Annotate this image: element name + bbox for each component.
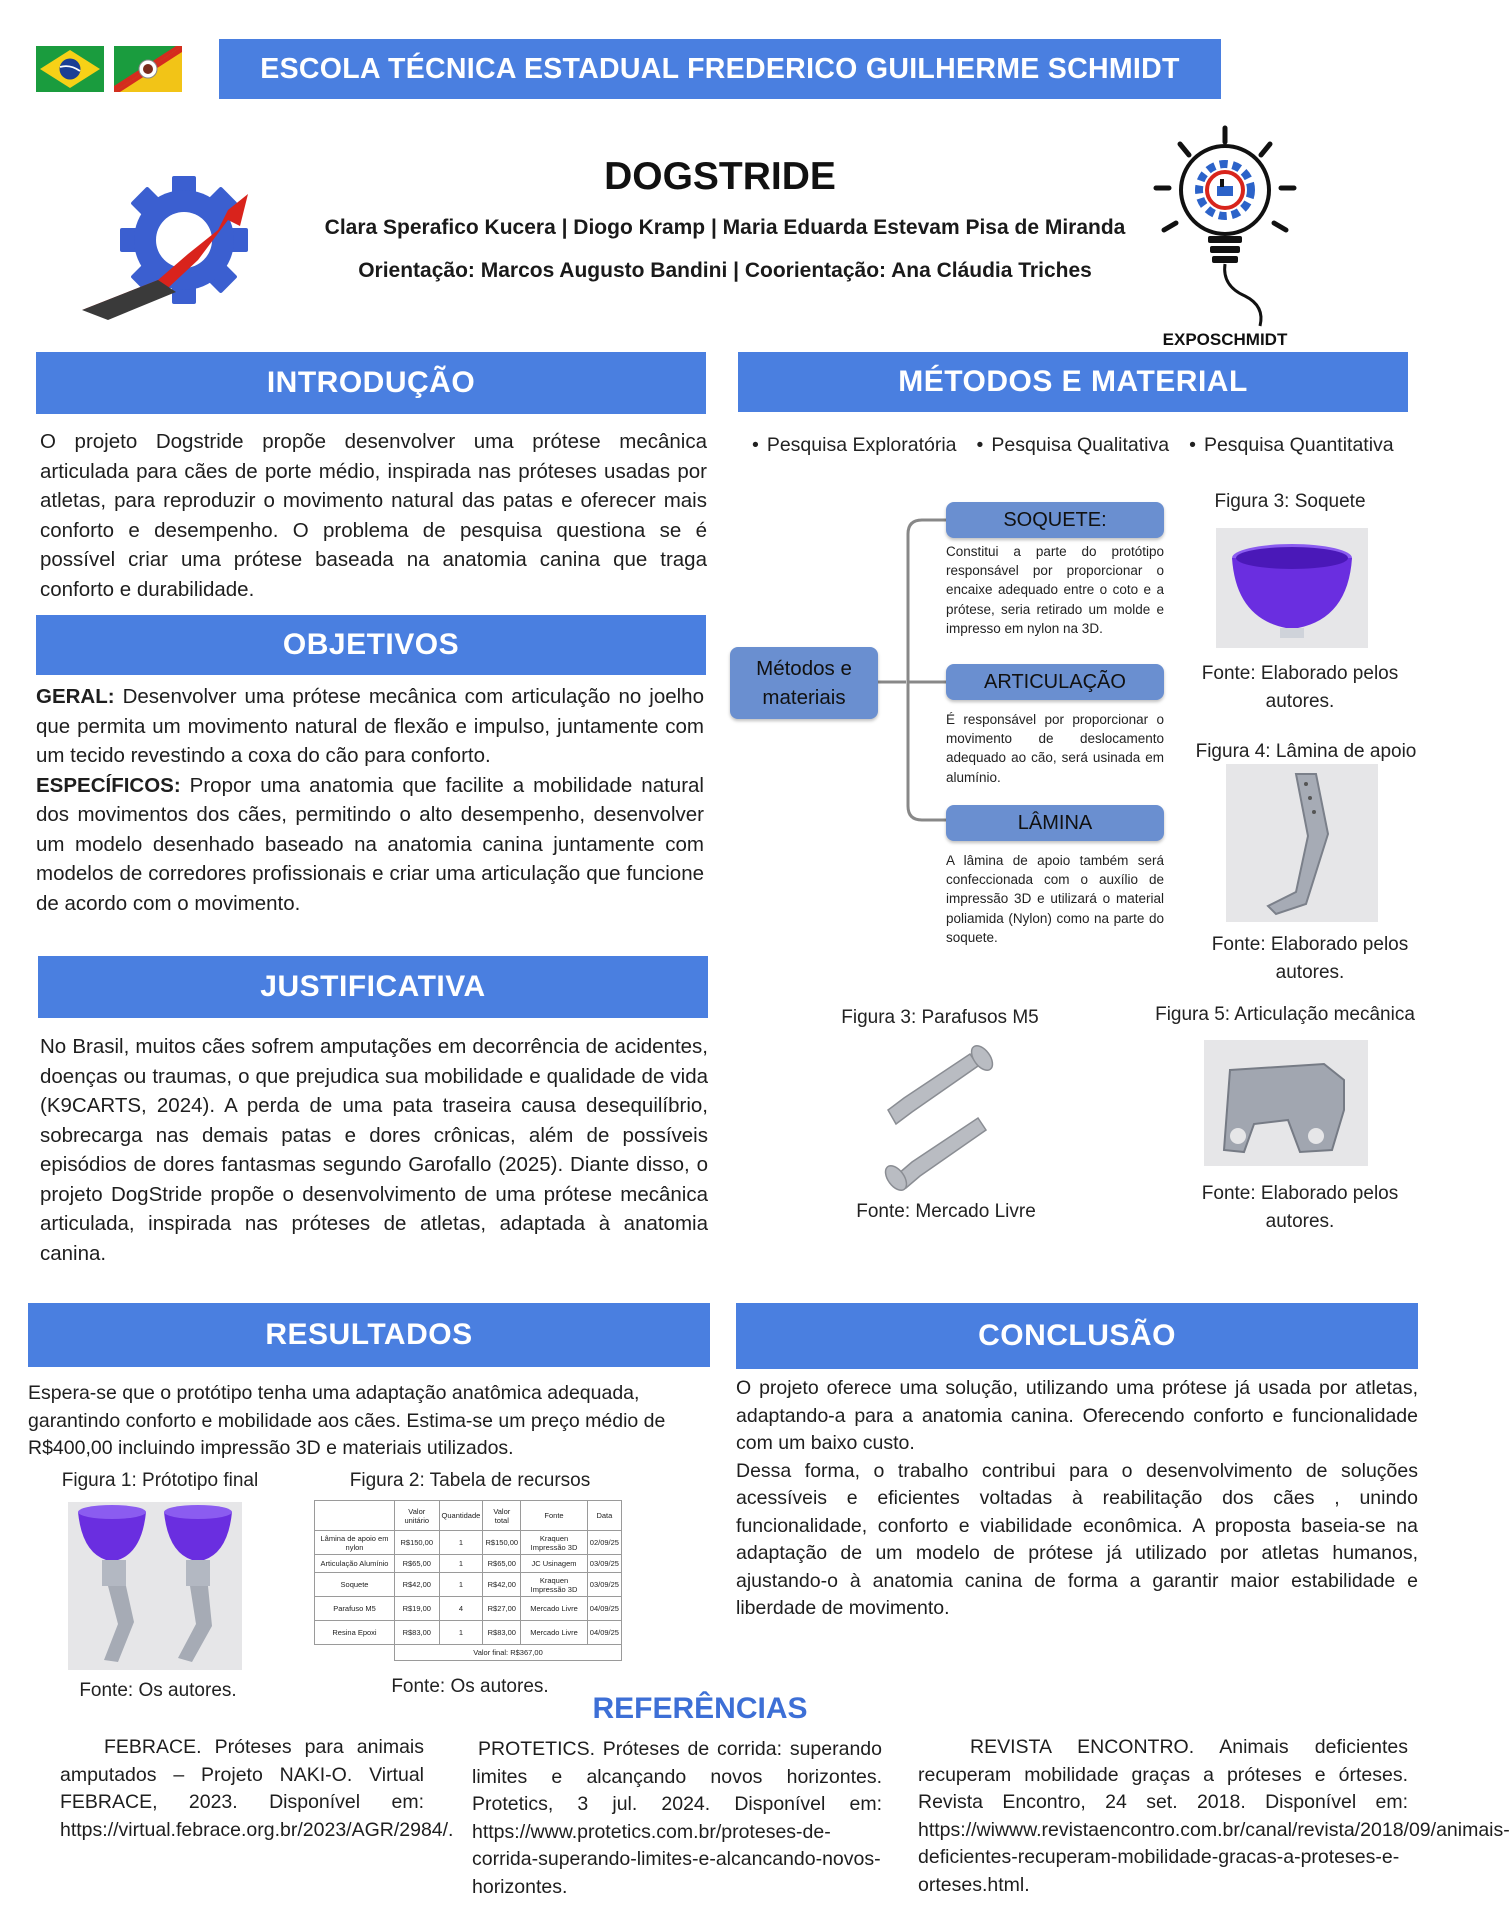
especificos-label: ESPECÍFICOS: [36, 773, 181, 797]
introducao-title: INTRODUÇÃO [266, 366, 476, 399]
table-header: Valor unitário [395, 1501, 440, 1531]
geral-label: GERAL: [36, 685, 115, 708]
table-row [315, 1531, 622, 1555]
node-articulacao [946, 664, 1164, 700]
table-cell: Mercado Livre [521, 1597, 588, 1621]
conclusao-paragraph-2: Dessa forma, o trabalho contribui para o desenvolvimento de soluções acessíveis e eficientes voltadas à reabilitação dos cães , unindo funcionalidade, conforto e viabilidade econômica. A proposta baseia-se na adaptação de um modelo de prótese já utilizado por atletas humanos, ajustando-o à anatomia canina de forma a garantir maior estabilidade e liberdade de movimento. [736, 1459, 1418, 1619]
authors-line: Clara Sperafico Kucera | Diogo Kramp | Maria Eduarda Estevam Pisa de Miranda [324, 216, 1126, 239]
mindmap-connector-lines [878, 510, 948, 830]
table-header: Fonte [521, 1501, 588, 1531]
fig-articulacao-source: Fonte: Elaborado pelos autores. [1201, 1183, 1399, 1232]
justificativa-title: JUSTIFICATIVA [260, 970, 486, 1003]
conclusao-paragraph-1: O projeto oferece uma solução, utilizando uma prótese já usada por atletas, adaptando-a para a anatomia canina. Oferecendo conforto e funcionalidade com um baixo custo. [736, 1377, 1418, 1454]
table-cell: Resina Epoxi [315, 1621, 395, 1645]
lightbulb-gear-icon [1150, 126, 1300, 326]
node-soquete [946, 502, 1164, 538]
table-cell: 04/09/25 [587, 1597, 621, 1621]
table-header: Data [587, 1501, 621, 1531]
fig-lamina-caption: Figura 4: Lâmina de apoio [1195, 741, 1417, 762]
table-row [315, 1597, 622, 1621]
brazil-flag [36, 46, 104, 92]
table-cell: 04/09/25 [587, 1621, 621, 1645]
fig-articulacao-image [1204, 1040, 1368, 1166]
project-title: DOGSTRIDE [604, 155, 836, 198]
metodos-title: MÉTODOS E MATERIAL [898, 365, 1248, 398]
table-cell: 1 [439, 1621, 483, 1645]
fig-parafusos-image [874, 1042, 1006, 1190]
fig-parafusos-caption: Figura 3: Parafusos M5 [841, 1007, 1039, 1028]
table-total: Valor final: R$367,00 [395, 1645, 622, 1661]
fig2-source: Fonte: Os autores. [391, 1676, 549, 1697]
mindmap-root [730, 647, 878, 719]
objetivos-title: OBJETIVOS [282, 628, 460, 661]
reference-item: FEBRACE. Próteses para animais amputados – Projeto NAKI-O. Virtual FEBRACE, 2023. Disponível em: https://virtual.febrace.org.br/2023/AGR/2984/. [60, 1736, 454, 1841]
fig-soquete-source: Fonte: Elaborado pelos autores. [1201, 663, 1399, 712]
node-soquete-title: SOQUETE: [1003, 508, 1107, 531]
table-cell: Articulação Alumínio [315, 1555, 395, 1573]
justificativa-text: No Brasil, muitos cães sofrem amputações em decorrência de acidentes, doenças ou traumas, o que prejudica sua mobilidade e qualidade de vida (K9CARTS, 2024). A perda de uma pata traseira causa desequilíbrio, sobrecarga nas demais patas e dores crônicas, além de possíveis episódios de dores fantasmas segundo Garofallo (2025). Diante disso, o projeto DogStride propõe o desenvolvimento de uma prótese mecânica articulada, inspirada nas próteses de atletas, adaptada à anatomia canina. [40, 1035, 708, 1265]
table-cell: 1 [439, 1531, 483, 1555]
node-lamina [946, 805, 1164, 841]
table-cell: 1 [439, 1573, 483, 1597]
table-cell: 1 [439, 1555, 483, 1573]
especificos-text: Propor uma anatomia que facilite a mobilidade natural dos movimentos dos cães, permitindo o alto desempenho, desenvolver um modelo desenhado baseado na anatomia canina juntamente com modelos de corredores profissionais e criar uma articulação que funcione de acordo com o movimento. [36, 773, 704, 915]
node-articulacao-text: É responsável por proporcionar o movimento de deslocamento adequado ao cão, será usinada em alumínio. [946, 712, 1164, 785]
introducao-header [36, 352, 706, 414]
rio-grande-do-sul-flag [114, 46, 182, 92]
fig-lamina-source: Fonte: Elaborado pelos autores. [1211, 934, 1409, 983]
objetivos-header [36, 615, 706, 675]
table-cell: R$27,00 [483, 1597, 521, 1621]
node-articulacao-title: ARTICULAÇÃO [984, 670, 1126, 693]
table-cell: R$42,00 [483, 1573, 521, 1597]
resources-table [314, 1500, 622, 1661]
objetivos-text [36, 682, 704, 918]
fig-articulacao-caption: Figura 5: Articulação mecânica [1155, 1004, 1415, 1025]
fig-parafusos-source: Fonte: Mercado Livre [856, 1201, 1036, 1222]
table-cell: Parafuso M5 [315, 1597, 395, 1621]
table-total-row [315, 1645, 622, 1661]
reference-item: REVISTA ENCONTRO. Animais deficientes recuperam mobilidade graças a próteses e órteses. Revista Encontro, 24 set. 2018. Disponível em: https://wiwww.revistaencontro.com.br/canal/revista/2018/09/animais-deficientes-recuperam-mobilidade-gracas-a-proteses-e-orteses.html. [918, 1736, 1510, 1896]
conclusao-header [736, 1303, 1418, 1369]
geral-text: Desenvolver uma prótese mecânica com articulação no joelho que permita um movimento natural de flexão e impulso, juntamente com um tecido revestindo a coxa do cão para conforto. [36, 685, 704, 767]
resultados-title: RESULTADOS [265, 1318, 473, 1351]
fig1-image [68, 1502, 242, 1670]
table-cell: R$42,00 [395, 1573, 440, 1597]
metodos-header [738, 352, 1408, 412]
conclusao-text [736, 1375, 1418, 1623]
objetivos-especificos [36, 771, 704, 919]
table-cell: R$19,00 [395, 1597, 440, 1621]
resultados-text: Espera-se que o protótipo tenha uma adaptação anatômica adequada, garantindo conforto e mobilidade aos cães. Estima-se um preço médio de R$400,00 incluindo impressão 3D e materiais utilizados. [28, 1382, 666, 1459]
fig1-caption: Figura 1: Prótotipo final [61, 1470, 259, 1491]
node-lamina-text: A lâmina de apoio também será confeccionada com o auxílio de impressão 3D e utilizará o material poliamida (Nylon) como na parte do soquete. [946, 853, 1164, 945]
table-cell: R$150,00 [395, 1531, 440, 1555]
table-cell: R$83,00 [395, 1621, 440, 1645]
table-cell: 02/09/25 [587, 1531, 621, 1555]
advisors-line: Orientação: Marcos Augusto Bandini | Coorientação: Ana Cláudia Triches [358, 259, 1092, 282]
table-row [315, 1573, 622, 1597]
table-cell: Soquete [315, 1573, 395, 1597]
fig-soquete-image [1216, 528, 1368, 648]
table-row [315, 1555, 622, 1573]
objetivos-geral [36, 682, 704, 771]
bullet-quantitativa: • Pesquisa Quantitativa [1189, 434, 1394, 457]
table-cell: R$65,00 [483, 1555, 521, 1573]
justificativa-header [38, 956, 708, 1018]
school-banner [219, 39, 1221, 99]
school-name: ESCOLA TÉCNICA ESTADUAL FREDERICO GUILHERME SCHMIDT [260, 52, 1180, 85]
gear-logo-icon [78, 170, 278, 320]
event-logo-label: EXPOSCHMIDT [1162, 330, 1288, 349]
table-cell: 4 [439, 1597, 483, 1621]
fig1-source: Fonte: Os autores. [79, 1680, 237, 1701]
conclusao-title: CONCLUSÃO [978, 1319, 1176, 1352]
table-cell: Mercado Livre [521, 1621, 588, 1645]
table-cell: JC Usinagem [521, 1555, 588, 1573]
referencias-title: REFERÊNCIAS [592, 1692, 808, 1725]
table-row [315, 1621, 622, 1645]
table-header-row [315, 1501, 622, 1531]
bullet-qualitativa: • Pesquisa Qualitativa [977, 434, 1170, 457]
table-total-spacer [315, 1645, 395, 1661]
metodos-bullets [752, 434, 1422, 457]
reference-item: PROTETICS. Próteses de corrida: superando limites e alcançando novos horizontes. Protetics, 3 jul. 2024. Disponível em: https://www.protetics.com.br/proteses-de-corrida-superando-limites-e-alcancando-novos-horizontes. [472, 1738, 882, 1898]
fig2-table-container [314, 1500, 622, 1661]
table-cell: 03/09/25 [587, 1555, 621, 1573]
node-lamina-title: LÂMINA [1017, 811, 1093, 834]
table-cell: Kraquen Impressão 3D [521, 1531, 588, 1555]
table-cell: R$83,00 [483, 1621, 521, 1645]
table-header: Valor total [483, 1501, 521, 1531]
node-soquete-text: Constitui a parte do protótipo responsável por proporcionar o encaixe adequado entre o coto e a prótese, seria retirado um molde e impresso em nylon na 3D. [946, 544, 1164, 636]
table-cell: R$65,00 [395, 1555, 440, 1573]
introducao-text: O projeto Dogstride propõe desenvolver uma prótese mecânica articulada para cães de porte médio, inspirada nas próteses usadas por atletas, para reproduzir o movimento natural das patas e oferecer mais conforto e desempenho. O problema de pesquisa questiona se é possível criar uma prótese baseada na anatomia canina que traga conforto e durabilidade. [40, 430, 707, 601]
table-cell: Lâmina de apoio em nylon [315, 1531, 395, 1555]
fig-lamina-image [1226, 764, 1378, 922]
table-cell: R$150,00 [483, 1531, 521, 1555]
table-header [315, 1501, 395, 1531]
fig-soquete-caption: Figura 3: Soquete [1214, 491, 1366, 512]
resultados-header [28, 1303, 710, 1367]
bullet-exploratoria: • Pesquisa Exploratória [752, 434, 957, 457]
fig2-caption: Figura 2: Tabela de recursos [349, 1470, 591, 1491]
mindmap-root-label: Métodos e materiais [756, 657, 852, 709]
table-cell: Kraquen Impressão 3D [521, 1573, 588, 1597]
table-header: Quantidade [439, 1501, 483, 1531]
table-cell: 03/09/25 [587, 1573, 621, 1597]
